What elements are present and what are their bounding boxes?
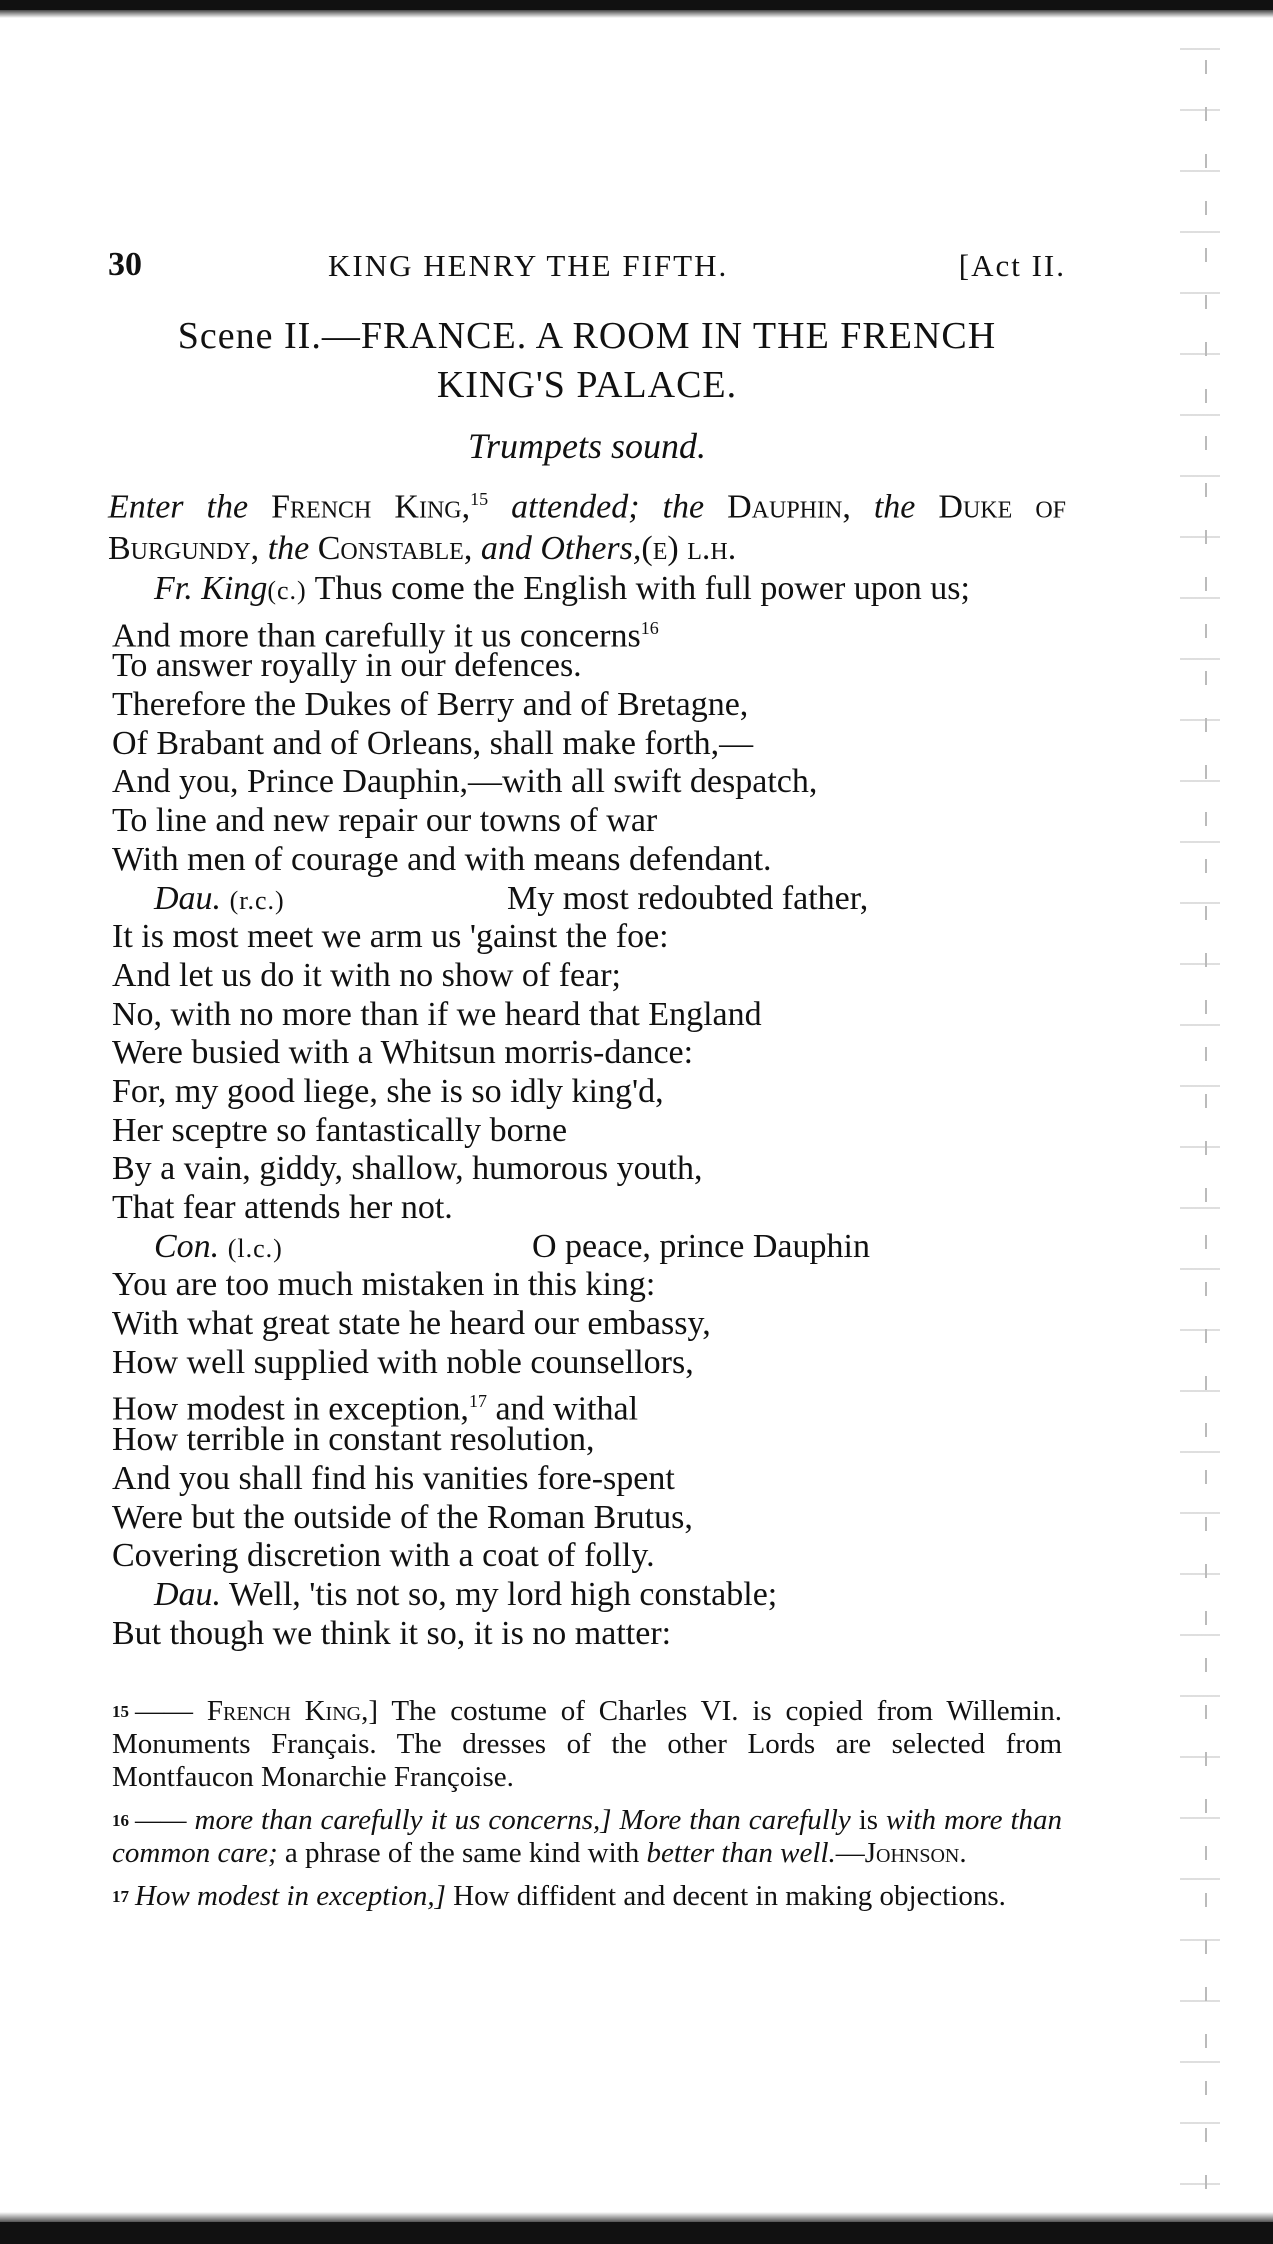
verse-line: With what great state he heard our embassy, — [112, 1305, 711, 1343]
position-cue: (c.) — [267, 576, 307, 605]
verse-line: But though we think it so, it is no matter: — [112, 1614, 672, 1652]
footnote-17: $^{17}$ How modest in exception,] How diffident and decent in making objections. — [112, 1880, 1006, 1912]
stage-direction: Trumpets sound. — [467, 426, 707, 466]
verse-line: And you, Prince Dauphin,—with all swift despatch, — [112, 763, 818, 801]
speaker-label: Con. — [154, 1227, 220, 1265]
character-constable: Constable, — [317, 530, 473, 568]
verse-line: By a vain, giddy, shallow, humorous youth, — [112, 1150, 703, 1188]
scan-border-bottom — [0, 2222, 1273, 2244]
verse-line: Con. (l.c.) O peace, prince Dauphin — [154, 1227, 870, 1265]
footnote-16: $^{16}$ —— more than carefully it us concerns,] More than carefully is with more than common care; a phrase of the same kind with better than well.—Johnson. — [112, 1804, 1062, 1869]
verse-line: It is most meet we arm us 'gainst the foe: — [112, 918, 669, 956]
verse-line: Were busied with a Whitsun morris-dance: — [112, 1034, 694, 1072]
verse-line: And let us do it with no show of fear; — [112, 956, 621, 994]
footnote-ref-17: 17 — [468, 1391, 487, 1412]
verse-line: And more than carefully it us concerns$^{16}$ — [112, 617, 659, 655]
character-french-king: French King, — [271, 488, 471, 526]
verse-line: Fr. King(c.) Thus come the English with full power upon us; — [154, 570, 970, 607]
verse-line: How well supplied with noble counsellors, — [112, 1343, 694, 1381]
running-head — [108, 240, 1066, 290]
scene-heading-line-2: KING'S PALACE. — [436, 364, 738, 406]
position-cue: (r.c.) — [229, 885, 285, 915]
footnote-ref-16: 16 — [640, 617, 659, 638]
character-duke: Duke of Burgundy, — [108, 488, 1066, 568]
speaker-label: Dau. — [154, 879, 222, 917]
verse-line: Her sceptre so fantastically borne — [112, 1111, 568, 1149]
scan-shadow-top — [0, 10, 1273, 18]
speaker-label: Dau. — [154, 1575, 222, 1613]
scene-heading — [108, 312, 1066, 410]
footnotes — [112, 1695, 1062, 1923]
verse-line: To line and new repair our towns of war — [112, 802, 658, 840]
binding-gutter — [1180, 20, 1220, 2210]
verse-line: To answer royally in our defences. — [112, 647, 582, 685]
verse-line: For, my good liege, she is so idly king'd, — [112, 1072, 664, 1110]
verse-line: You are too much mistaken in this king: — [112, 1266, 656, 1304]
verse-line: Were but the outside of the Roman Brutus, — [112, 1498, 693, 1536]
footnote-ref-15: 15 — [470, 489, 489, 509]
running-title: KING HENRY THE FIFTH. — [328, 248, 729, 283]
verse-text — [112, 570, 1072, 1653]
binding-gutter-marks — [1205, 60, 1207, 2210]
position-cue: (l.c.) — [227, 1233, 283, 1263]
verse-line: And you shall find his vanities fore-spent — [112, 1459, 675, 1497]
act-marker: [Act II. — [958, 248, 1066, 283]
verse-line: That fear attends her not. — [112, 1189, 453, 1226]
scan-shadow-bottom — [0, 2212, 1273, 2222]
scene-heading-line-1: Scene II.—FRANCE. A ROOM IN THE FRENCH — [177, 315, 997, 357]
verse-line: Therefore the Dukes of Berry and of Bretagne, — [112, 686, 749, 724]
verse-line: No, with no more than if we heard that England — [112, 995, 762, 1033]
verse-line: Of Brabant and of Orleans, shall make forth,— — [112, 724, 754, 762]
entrance-direction: Enter the French King,$^{15}$ attended; the Dauphin, the Duke of Burgundy, the Constable, and Others,(e) l.h. — [108, 488, 1066, 568]
speaker-label: Fr. King — [154, 570, 268, 607]
character-dauphin: Dauphin, — [727, 488, 851, 526]
footnote-15: $^{15}$ —— French King,] The costume of Charles VI. is copied from Willemin. Monuments Français. The dresses of the other Lords are selected from Montfaucon Monarchie Françoise. — [112, 1695, 1062, 1793]
verse-line: With men of courage and with means defendant. — [112, 840, 772, 878]
page-number: 30 — [108, 246, 142, 283]
verse-line: How terrible in constant resolution, — [112, 1421, 595, 1459]
verse-line: Dau. Well, 'tis not so, my lord high constable; — [154, 1575, 778, 1613]
verse-line: Dau. (r.c.) My most redoubted father, — [154, 879, 869, 917]
verse-line: Covering discretion with a coat of folly. — [112, 1537, 655, 1575]
verse-line: How modest in exception,$^{17}$ and withal — [112, 1390, 639, 1428]
scan-border-top — [0, 0, 1273, 10]
